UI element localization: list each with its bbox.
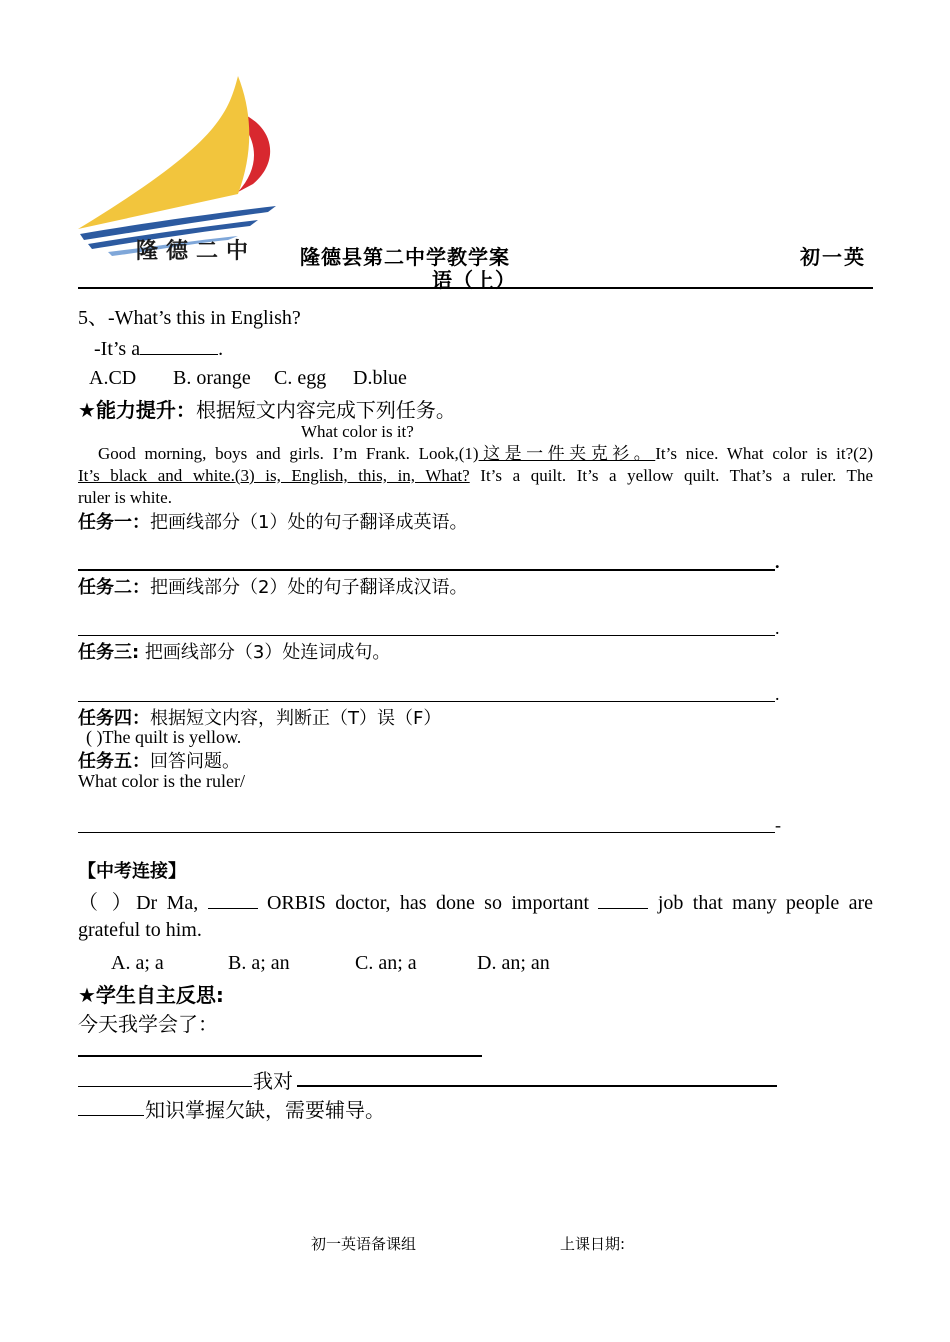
passage-segment: Good morning, boys and girls. I’m Frank. Look,(1) — [98, 444, 479, 463]
reflection-line-1 — [78, 1055, 482, 1057]
task-1-label: 任务一： — [78, 512, 150, 533]
task-3 — [78, 638, 390, 664]
task-3-answer-line — [78, 701, 775, 702]
zhongkao-question-line-2: grateful to him. — [78, 919, 202, 941]
zhongkao-question-line-1 — [78, 886, 873, 915]
task-1-end: . — [775, 552, 780, 572]
task-3-label: 任务三: — [78, 642, 140, 663]
ability-heading — [78, 394, 456, 423]
passage-segment: ruler is white. — [78, 488, 172, 507]
q5-answer-line — [94, 334, 223, 361]
q5-option-c: C. egg — [274, 367, 327, 389]
task-4-label: 任务四： — [78, 708, 150, 729]
document-title: 隆德县第二中学教学案 — [300, 245, 510, 269]
star-icon: ★ — [78, 398, 96, 422]
task-5 — [78, 747, 240, 773]
zhongkao-paren: （ ）Dr Ma, — [78, 892, 199, 914]
reflection-line-2b — [297, 1085, 777, 1087]
reflection-line-3 — [78, 1115, 144, 1116]
underlined-sentence-1: 这是一件夹克衫。 — [478, 444, 656, 464]
zhongkao-end: job that many people are — [657, 892, 874, 914]
zhongkao-option-d: D. an; an — [477, 952, 550, 974]
task-1-text: 把画线部分（1）处的句子翻译成英语。 — [150, 512, 468, 533]
q5-answer-blank — [140, 334, 218, 355]
task-3-text: 把画线部分（3）处连词成句。 — [139, 642, 391, 663]
reflection-heading: ★学生自主反思: — [78, 983, 224, 1007]
zhongkao-mid: ORBIS doctor, has done so important — [266, 892, 590, 914]
passage-line-3 — [78, 487, 873, 509]
zhongkao-blank-1 — [208, 888, 258, 909]
zhongkao-option-c: C. an; a — [355, 952, 417, 974]
zhongkao-heading: 【中考连接】 — [78, 861, 186, 882]
ability-label: 能力提升： — [95, 398, 196, 422]
task-5-end: - — [775, 815, 781, 835]
header-divider — [78, 287, 873, 289]
task-2-end: . — [775, 618, 780, 638]
footer-group: 初一英语备课组 — [311, 1235, 417, 1253]
passage-title: What color is it? — [301, 422, 414, 441]
q5-answer-prefix: -It’s a — [94, 338, 141, 360]
zhongkao-option-b: B. a; an — [228, 952, 290, 974]
logo-text: 隆德二中 — [136, 239, 257, 264]
reflection-closing: 知识掌握欠缺，需要辅导。 — [145, 1098, 385, 1122]
reading-passage — [78, 443, 873, 509]
task-2 — [78, 573, 467, 599]
passage-line-1 — [78, 443, 873, 465]
q5-option-b: B. orange — [173, 367, 251, 389]
task-5-question: What color is the ruler/ — [78, 771, 245, 791]
q5-option-d: D.blue — [353, 367, 407, 389]
task-1-answer-line — [78, 569, 775, 571]
underlined-sentence-2: It’s black and white. — [78, 466, 235, 485]
underlined-words-3: (3) is, English, this, in, What? — [234, 466, 470, 485]
task-3-end: . — [775, 684, 780, 704]
task-2-answer-line — [78, 635, 775, 636]
task-4-item: ( )The quilt is yellow. — [86, 727, 242, 747]
subject-label: 初一英 — [800, 245, 866, 269]
task-2-label: 任务二： — [78, 577, 150, 598]
task-1 — [78, 508, 467, 534]
zhongkao-blank-2 — [598, 888, 648, 909]
passage-line-2 — [78, 465, 873, 487]
reflection-wo-dui: 我对 — [253, 1069, 293, 1093]
ability-instruction: 根据短文内容完成下列任务。 — [195, 398, 456, 422]
task-5-answer-line — [78, 832, 775, 833]
reflection-learned: 今天我学会了： — [78, 1012, 218, 1036]
zhongkao-option-a: A. a; a — [111, 952, 164, 974]
task-2-text: 把画线部分（2）处的句子翻译成汉语。 — [150, 577, 468, 598]
document-title-continued: 语（上） — [432, 268, 516, 292]
task-4-text: 根据短文内容，判断正（T）误（F） — [150, 708, 442, 729]
task-5-label: 任务五： — [78, 751, 150, 772]
task-5-text: 回答问题。 — [150, 751, 240, 772]
passage-segment: It’s a quilt. It’s a yellow quilt. That’s a ruler. The — [469, 466, 873, 485]
reflection-line-2a — [78, 1086, 252, 1087]
q5-answer-suffix: . — [218, 338, 224, 360]
passage-segment: It’s nice. What color is it?(2) — [655, 444, 873, 463]
q5-option-a: A.CD — [89, 367, 137, 389]
footer-date-label: 上课日期: — [560, 1235, 626, 1253]
q5-question: 5、-What’s this in English? — [78, 307, 301, 329]
school-logo — [78, 74, 283, 269]
